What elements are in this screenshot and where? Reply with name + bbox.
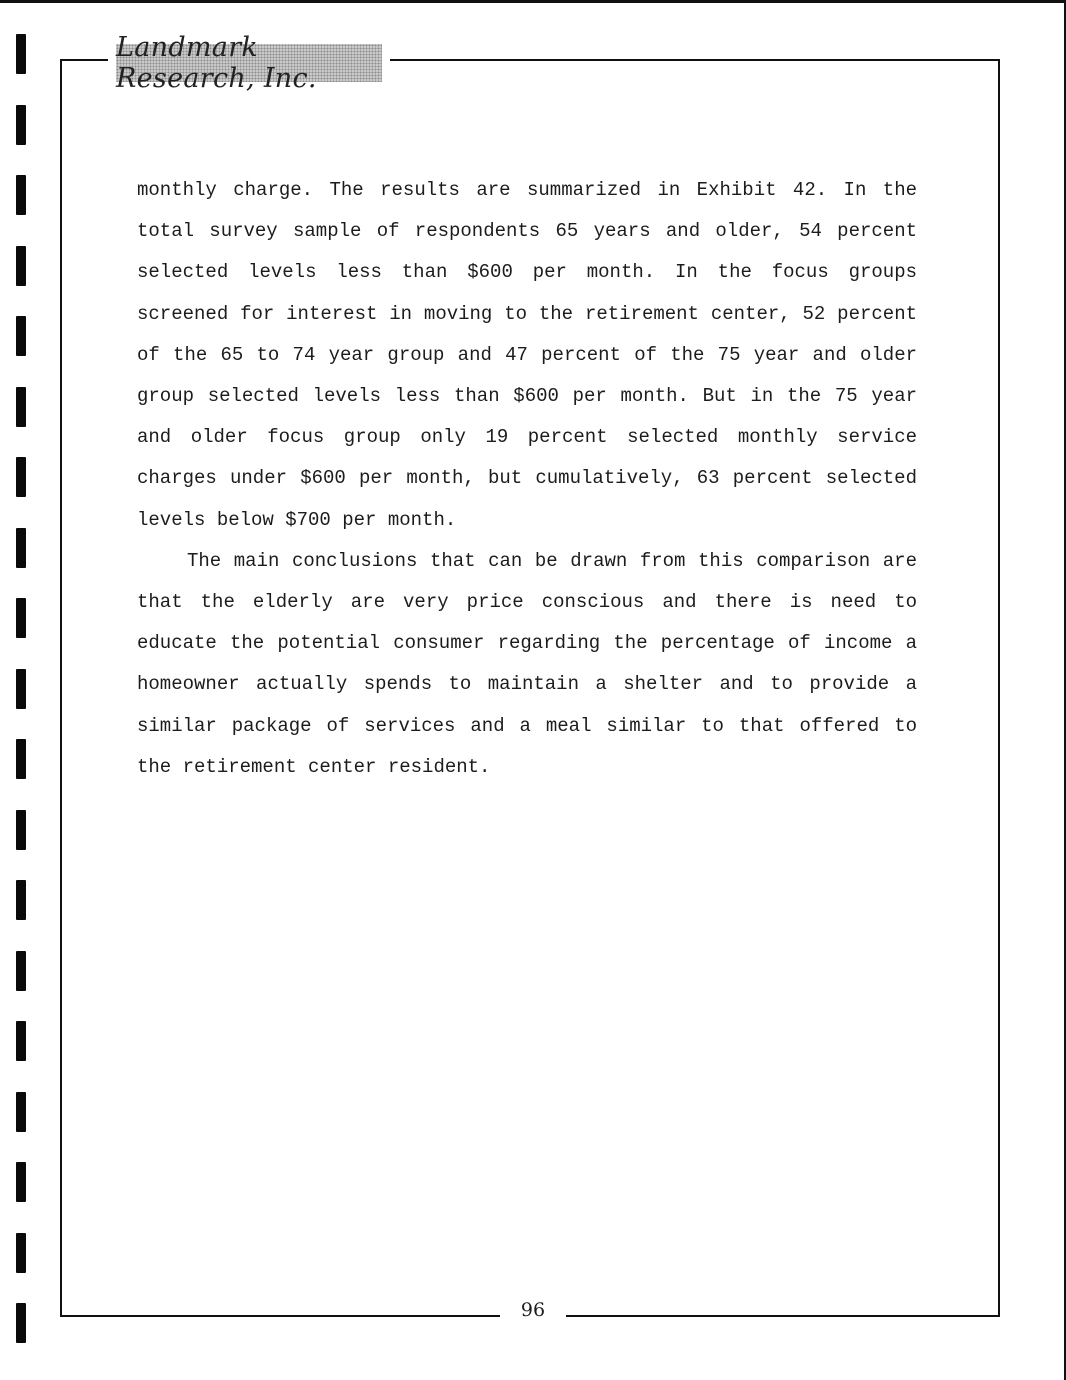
page-top-edge (0, 0, 1066, 3)
binder-punch-mark (16, 1303, 26, 1343)
binder-punch-mark (16, 1092, 26, 1132)
binder-punch-mark (16, 880, 26, 920)
binder-punch-mark (16, 457, 26, 497)
binder-punch-marks (16, 34, 28, 1380)
company-logo (108, 32, 390, 94)
binder-punch-mark (16, 1233, 26, 1273)
logo-text: Landmark Research, Inc. (116, 32, 317, 94)
binder-punch-mark (16, 387, 26, 427)
binder-punch-mark (16, 1162, 26, 1202)
binder-punch-mark (16, 246, 26, 286)
binder-punch-mark (16, 175, 26, 215)
binder-punch-mark (16, 669, 26, 709)
paragraph-1: monthly charge. The results are summarized in Exhibit 42. In the total survey sample of respondents 65 years and older, 54 percent selected levels less than $600 per month. In the focus groups screened for interest in moving to the retirement center, 52 percent of the 65 to 74 year group and 47 percent of the 75 year and older group selected levels less than $600 per month. But in the 75 year and older focus group only 19 percent selected monthly service charges under $600 per month, but cumulatively, 63 percent selected levels below $700 per month. (137, 179, 917, 531)
binder-punch-mark (16, 739, 26, 779)
binder-punch-mark (16, 34, 26, 74)
binder-punch-mark (16, 810, 26, 850)
page-number: 96 (520, 1299, 546, 1321)
paragraph-2: The main conclusions that can be drawn from this comparison are that the elderly are very price conscious and there is need to educate the potential consumer regarding the percentage of income a homeowner actually spends to maintain a shelter and to provide a similar package of services and a meal similar to that offered to the retirement center resident. (137, 549, 917, 778)
logo-background (116, 32, 382, 94)
document-body (137, 170, 917, 788)
binder-punch-mark (16, 1021, 26, 1061)
binder-punch-mark (16, 316, 26, 356)
binder-punch-mark (16, 105, 26, 145)
binder-punch-mark (16, 528, 26, 568)
binder-punch-mark (16, 951, 26, 991)
page-number-box (500, 1290, 566, 1330)
binder-punch-mark (16, 598, 26, 638)
